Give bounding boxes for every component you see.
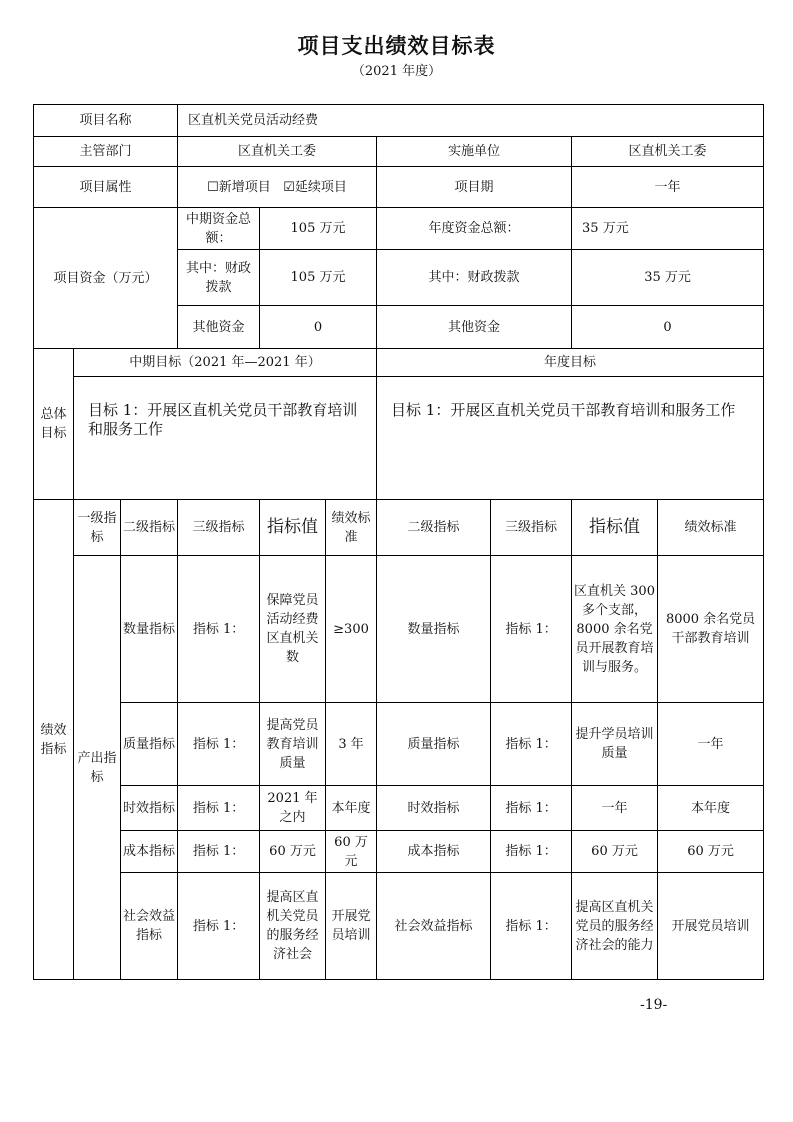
year-other-value: 0 [572, 306, 764, 349]
mid-fiscal-label: 其中：财政拨款 [178, 250, 260, 306]
level2-cell: 时效指标 [121, 786, 178, 831]
year-total-label: 年度资金总额： [377, 208, 572, 250]
dept-value: 区直机关工委 [178, 137, 377, 167]
level3-cell: 指标 1： [178, 831, 260, 873]
performance-table [33, 104, 764, 980]
standard-cell: 60 万元 [326, 831, 377, 873]
row-department [34, 137, 764, 167]
level3-cell: 指标 1： [178, 703, 260, 786]
document-title: 项目支出绩效目标表 [297, 34, 496, 58]
y-standard-cell: 60 万元 [658, 831, 764, 873]
header-value: 指标值 [260, 500, 326, 556]
y-value-cell: 60 万元 [572, 831, 658, 873]
mid-total-value: 105 万元 [260, 208, 377, 250]
table-row [34, 831, 764, 873]
project-name-value: 区直机关党员活动经费 [178, 105, 764, 137]
standard-cell: ≥300 [326, 556, 377, 703]
table-row [34, 786, 764, 831]
level2-cell: 社会效益指标 [121, 873, 178, 980]
year-other-label: 其他资金 [377, 306, 572, 349]
y-level2-cell: 社会效益指标 [377, 873, 491, 980]
attr-continue-option: ☑延续项目 [283, 179, 347, 195]
y-standard-cell: 8000 余名党员干部教育培训 [658, 556, 764, 703]
goals-label: 总体目标 [34, 349, 74, 500]
value-cell: 2021 年之内 [260, 786, 326, 831]
year-goal-header: 年度目标 [377, 349, 764, 377]
y-level2-cell: 成本指标 [377, 831, 491, 873]
y-level2-cell: 数量指标 [377, 556, 491, 703]
mid-other-value: 0 [260, 306, 377, 349]
level2-cell: 质量指标 [121, 703, 178, 786]
y-value-cell: 提高区直机关党员的服务经济社会的能力 [572, 873, 658, 980]
year-fiscal-value: 35 万元 [572, 250, 764, 306]
y-level2-cell: 质量指标 [377, 703, 491, 786]
value-cell: 提高党员教育培训质量 [260, 703, 326, 786]
table-row [34, 556, 764, 703]
header-level3: 三级指标 [178, 500, 260, 556]
year-goal-text: 目标 1：开展区直机关党员干部教育培训和服务工作 [377, 377, 764, 500]
header-level1: 一级指标 [74, 500, 121, 556]
y-level3-cell: 指标 1： [491, 831, 572, 873]
table-row [34, 873, 764, 980]
level2-cell: 成本指标 [121, 831, 178, 873]
y-standard-cell: 一年 [658, 703, 764, 786]
output-indicator-label: 产出指标 [74, 556, 121, 980]
attr-options [178, 167, 377, 208]
value-cell: 提高区直机关党员的服务经济社会 [260, 873, 326, 980]
dept-label: 主管部门 [34, 137, 178, 167]
level2-cell: 数量指标 [121, 556, 178, 703]
y-level3-cell: 指标 1： [491, 786, 572, 831]
row-attributes [34, 167, 764, 208]
row-project-name [34, 105, 764, 137]
document-subtitle: （2021 年度） [351, 64, 442, 79]
mid-total-label: 中期资金总额： [178, 208, 260, 250]
year-fiscal-label: 其中：财政拨款 [377, 250, 572, 306]
value-cell: 保障党员活动经费区直机关数 [260, 556, 326, 703]
year-total-value: 35 万元 [572, 208, 764, 250]
level3-cell: 指标 1： [178, 556, 260, 703]
y-standard-cell: 本年度 [658, 786, 764, 831]
impl-label: 实施单位 [377, 137, 572, 167]
standard-cell: 开展党员培训 [326, 873, 377, 980]
funds-label: 项目资金（万元） [34, 208, 178, 349]
period-label: 项目期 [377, 167, 572, 208]
header-level2: 二级指标 [121, 500, 178, 556]
header-y-value: 指标值 [572, 500, 658, 556]
table-row [34, 703, 764, 786]
row-goal-texts [34, 377, 764, 500]
page-number: -19- [640, 997, 668, 1013]
row-funds-total [34, 208, 764, 250]
header-y-level3: 三级指标 [491, 500, 572, 556]
attr-label: 项目属性 [34, 167, 178, 208]
header-standard: 绩效标准 [326, 500, 377, 556]
header-y-standard: 绩效标准 [658, 500, 764, 556]
impl-value: 区直机关工委 [572, 137, 764, 167]
y-level3-cell: 指标 1： [491, 703, 572, 786]
row-goal-headers [34, 349, 764, 377]
y-value-cell: 一年 [572, 786, 658, 831]
mid-goal-header: 中期目标（2021 年—2021 年） [74, 349, 377, 377]
y-level2-cell: 时效指标 [377, 786, 491, 831]
y-value-cell: 区直机关 300 多个支部，8000 余名党员开展教育培训与服务。 [572, 556, 658, 703]
row-perf-headers [34, 500, 764, 556]
attr-new-option: ☐新增项目 [207, 179, 271, 195]
period-value: 一年 [572, 167, 764, 208]
value-cell: 60 万元 [260, 831, 326, 873]
project-name-label: 项目名称 [34, 105, 178, 137]
perf-label: 绩效指标 [34, 500, 74, 980]
mid-fiscal-value: 105 万元 [260, 250, 377, 306]
standard-cell: 3 年 [326, 703, 377, 786]
standard-cell: 本年度 [326, 786, 377, 831]
level3-cell: 指标 1： [178, 786, 260, 831]
header-y-level2: 二级指标 [377, 500, 491, 556]
y-level3-cell: 指标 1： [491, 873, 572, 980]
mid-goal-text: 目标 1：开展区直机关党员干部教育培训和服务工作 [74, 377, 377, 500]
level3-cell: 指标 1： [178, 873, 260, 980]
y-value-cell: 提升学员培训质量 [572, 703, 658, 786]
y-level3-cell: 指标 1： [491, 556, 572, 703]
mid-other-label: 其他资金 [178, 306, 260, 349]
y-standard-cell: 开展党员培训 [658, 873, 764, 980]
